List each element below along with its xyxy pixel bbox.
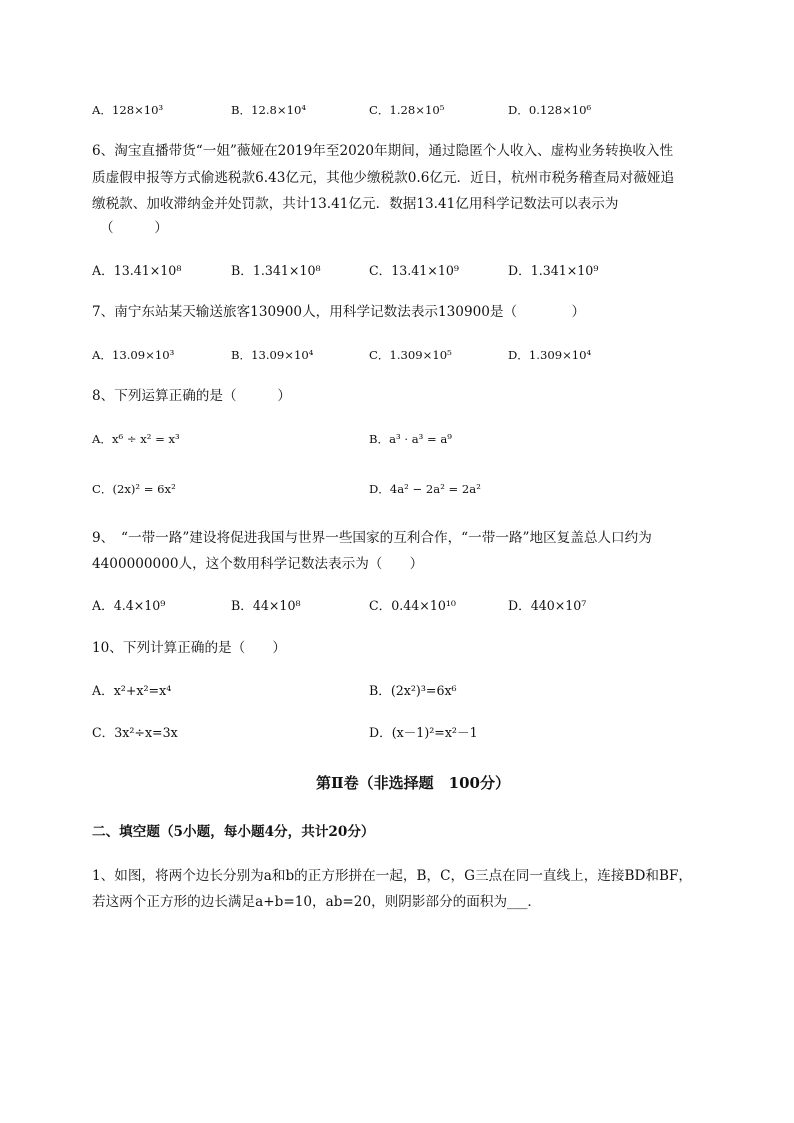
fill1-stem-line-1: 1、如图，将两个边长分别为a和b的正方形拼在一起，B，C，G三点在同一直线上，连接BD和BF， bbox=[92, 868, 692, 884]
q10-option-b: B．(2x²)³=6x⁶ bbox=[369, 683, 457, 698]
q6-option-c: C．13.41×10⁹ bbox=[369, 263, 459, 278]
q8-stem: 8、下列运算正确的是（ ） bbox=[92, 388, 291, 404]
q9-stem-line-2: 4400000000人，这个数用科学记数法表示为（ ） bbox=[92, 556, 424, 572]
q6-stem-line-1: 6、淘宝直播带货“一姐”薇娅在2019年至2020年期间，通过隐匿个人收入、虚构业务转换收入性 bbox=[92, 143, 674, 159]
q6-option-b: B．1.341×10⁸ bbox=[231, 263, 321, 278]
q9-stem-line-1: 9、 “一带一路”建设将促进我国与世界一些国家的互利合作，“一带一路”地区复盖总人口约为 bbox=[92, 530, 652, 546]
q5-option-c: C．1.28×10⁵ bbox=[369, 103, 445, 117]
q10-stem: 10、下列计算正确的是（ ） bbox=[92, 640, 287, 656]
part2-title: 第Ⅱ卷（非选择题 100分） bbox=[316, 774, 510, 792]
q7-option-c: C．1.309×10⁵ bbox=[369, 348, 452, 362]
q6-stem-line-3: 缴税款、加收滞纳金并处罚款，共计13.41亿元．数据13.41亿用科学记数法可以表示为 bbox=[92, 196, 619, 212]
q9-option-c: C．0.44×10¹⁰ bbox=[369, 598, 456, 613]
q9-option-d: D．440×10⁷ bbox=[508, 598, 587, 613]
q8-option-d: D．4a² − 2a² = 2a² bbox=[369, 482, 481, 496]
fill1-stem-line-2: 若这两个正方形的边长满足a+b=10，ab=20，则阴影部分的面积为___． bbox=[92, 894, 542, 910]
q5-option-d: D．0.128×10⁶ bbox=[508, 103, 592, 117]
q7-option-b: B．13.09×10⁴ bbox=[231, 348, 314, 362]
section2-heading: 二、填空题（5小题，每小题4分，共计20分） bbox=[92, 824, 375, 840]
q8-option-c: C．(2x)² = 6x² bbox=[92, 482, 176, 496]
q8-option-b: B．a³ · a³ = a⁹ bbox=[369, 432, 452, 446]
q9-option-b: B．44×10⁸ bbox=[231, 598, 301, 613]
q6-option-d: D．1.341×10⁹ bbox=[508, 263, 599, 278]
q10-option-c: C．3x²÷x=3x bbox=[92, 725, 178, 740]
q7-stem: 7、南宁东站某天输送旅客130900人，用科学记数法表示130900是（ ） bbox=[92, 304, 586, 320]
q6-option-a: A．13.41×10⁸ bbox=[92, 263, 182, 278]
q5-option-a: A．128×10³ bbox=[92, 103, 164, 117]
q8-option-a: A．x⁶ ÷ x² = x³ bbox=[92, 432, 180, 446]
q10-option-d: D．(x－1)²=x²－1 bbox=[369, 725, 478, 740]
q6-answer-paren: （ ） bbox=[100, 220, 168, 236]
q7-option-d: D．1.309×10⁴ bbox=[508, 348, 592, 362]
q6-stem-line-2: 质虚假申报等方式偷逃税款6.43亿元，其他少缴税款0.6亿元．近日，杭州市税务稽查局对薇娅追 bbox=[92, 170, 675, 186]
q5-option-b: B．12.8×10⁴ bbox=[231, 103, 307, 117]
q7-option-a: A．13.09×10³ bbox=[92, 348, 175, 362]
q9-option-a: A．4.4×10⁹ bbox=[92, 598, 166, 613]
q10-option-a: A．x²+x²=x⁴ bbox=[92, 683, 172, 698]
